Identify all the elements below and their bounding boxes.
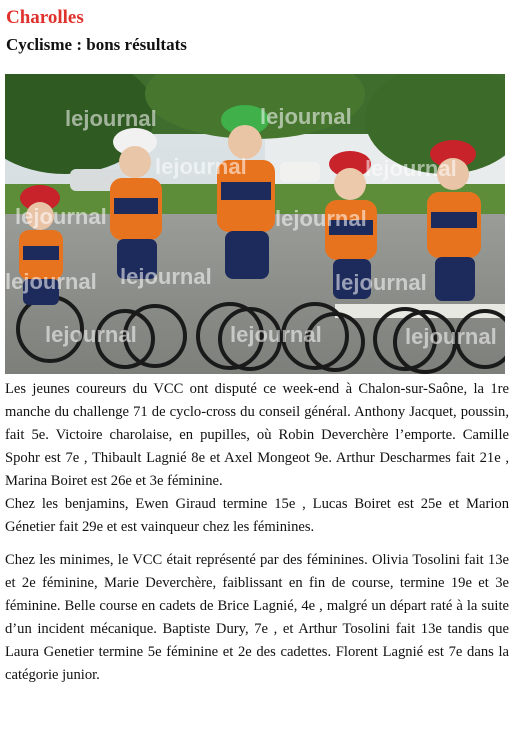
svg-text:lejournal: lejournal — [155, 154, 247, 179]
article-paragraph: Chez les benjamins, Ewen Giraud termine 15e , Lucas Boiret est 25e et Marion Génetier fait 29e et est vainqueur chez les féminines. — [5, 496, 509, 535]
svg-text:lejournal: lejournal — [365, 156, 457, 181]
svg-text:lejournal: lejournal — [120, 264, 212, 289]
svg-text:lejournal: lejournal — [405, 324, 497, 349]
svg-text:lejournal: lejournal — [15, 204, 107, 229]
article-photo — [5, 74, 505, 374]
article-title: Cyclisme : bons résultats — [6, 35, 187, 54]
article-kicker: Charolles — [6, 7, 84, 28]
svg-text:lejournal: lejournal — [230, 322, 322, 347]
svg-text:lejournal: lejournal — [45, 322, 137, 347]
svg-text:lejournal: lejournal — [5, 269, 97, 294]
svg-text:lejournal: lejournal — [260, 104, 352, 129]
article-paragraph: Les jeunes coureurs du VCC ont disputé ce week-end à Chalon-sur-Saône, la 1re manche du challenge 71 de cyclo-cross du conseil général. Anthony Jacquet, poussin, fait 5e. Victoire charolaise, en pupilles, où Robin Deverchère l’emporte. Camille Spohr est 7e , Thibault Lagnié 8e et Axel Mongeot 9e. Arthur Descharmes fait 21e , Marina Boiret est 26e et 3e féminine. — [5, 381, 509, 489]
svg-text:lejournal: lejournal — [65, 106, 157, 131]
svg-text:lejournal: lejournal — [275, 206, 367, 231]
photo-illustration — [5, 74, 505, 374]
article-body — [5, 378, 509, 687]
svg-text:lejournal: lejournal — [335, 270, 427, 295]
article-paragraph: Chez les minimes, le VCC était représenté par des féminines. Olivia Tosolini fait 13e et 2e féminine, Marie Deverchère, faiblissant en fin de course, termine 19e et 3e féminine. Belle course en cadets de Brice Lagnié, 4e , malgré un départ raté à la suite d’un incident mécanique. Baptiste Dury, 7e , et Arthur Tosolini fait 13e tandis que Laura Genetier termine 5e féminine et 2e des cadettes. Florent Lagnié est 7e dans la catégorie junior. — [5, 552, 509, 683]
